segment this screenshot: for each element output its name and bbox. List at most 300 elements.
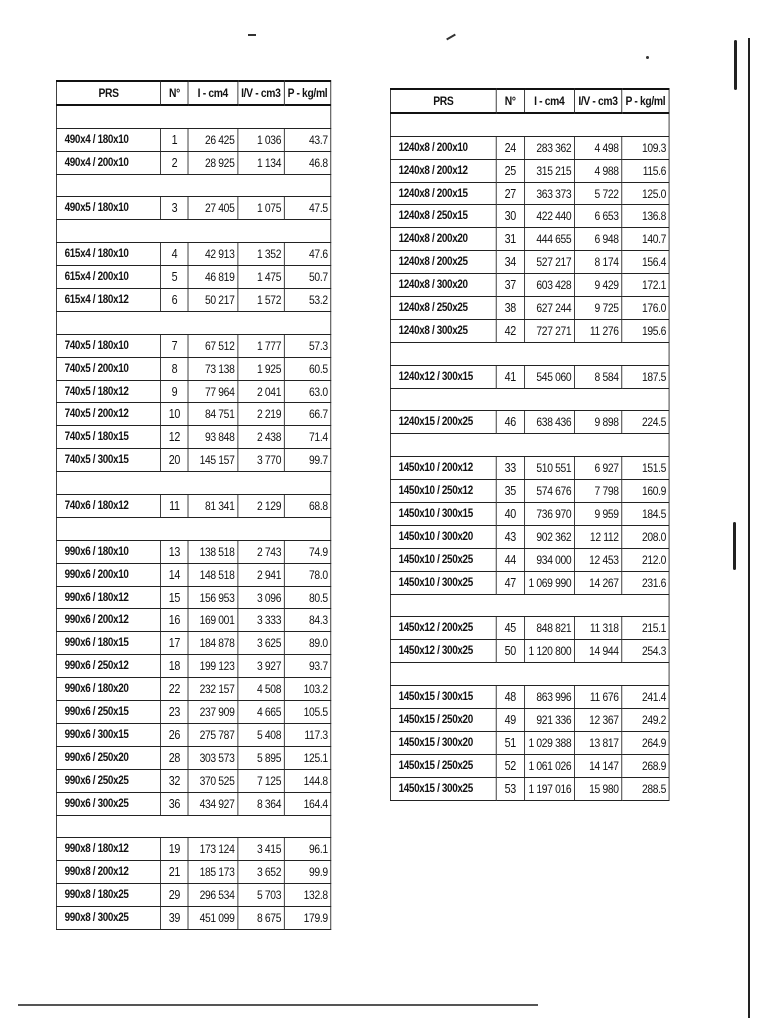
table-spacer-row — [56, 105, 330, 128]
cell-modulus: 6 653 — [574, 205, 621, 228]
cell-weight: 212.0 — [622, 548, 669, 571]
cell-number: 32 — [161, 769, 188, 792]
table-spacer-row — [56, 220, 330, 243]
cell-weight: 115.6 — [622, 159, 669, 182]
cell-inertia: 42 913 — [188, 243, 237, 266]
table-row — [56, 563, 330, 586]
cell-weight: 160.9 — [622, 480, 669, 503]
cell-number: 20 — [161, 449, 188, 472]
cell-weight: 80.5 — [284, 586, 331, 609]
cell-weight: 96.1 — [284, 838, 331, 861]
prs-table-left — [56, 80, 331, 930]
header-modulus: I/V - cm3 — [237, 81, 284, 105]
cell-modulus: 2 941 — [237, 563, 284, 586]
cell-inertia: 296 534 — [188, 884, 237, 907]
table-row — [390, 457, 669, 480]
cell-number: 50 — [496, 640, 524, 663]
cell-weight: 68.8 — [284, 495, 331, 518]
cell-prs: 990x8 / 180x25 — [56, 884, 160, 907]
spacer-cell — [390, 594, 669, 617]
table-row — [56, 655, 330, 678]
cell-weight: 47.6 — [284, 243, 331, 266]
cell-weight: 66.7 — [284, 403, 331, 426]
header-inertia: I - cm4 — [524, 89, 574, 113]
cell-inertia: 363 373 — [524, 182, 574, 205]
cell-number: 7 — [161, 334, 188, 357]
table-row — [56, 380, 330, 403]
cell-modulus: 11 318 — [574, 617, 621, 640]
cell-number: 3 — [161, 197, 188, 220]
cell-prs: 615x4 / 180x10 — [56, 243, 160, 266]
table-row — [390, 228, 669, 251]
cell-modulus: 6 927 — [574, 457, 621, 480]
cell-prs: 740x5 / 200x12 — [56, 403, 160, 426]
cell-number: 41 — [496, 365, 524, 388]
cell-prs: 740x5 / 300x15 — [56, 449, 160, 472]
cell-number: 39 — [161, 907, 188, 930]
table-spacer-row — [56, 174, 330, 197]
cell-weight: 215.1 — [622, 617, 669, 640]
cell-modulus: 14 147 — [574, 754, 621, 777]
binding-bracket — [734, 40, 737, 90]
cell-modulus: 9 959 — [574, 503, 621, 526]
cell-prs: 740x5 / 200x10 — [56, 357, 160, 380]
cell-prs: 1450x15 / 250x25 — [390, 754, 496, 777]
cell-prs: 1240x8 / 250x15 — [390, 205, 496, 228]
cell-weight: 109.3 — [622, 136, 669, 159]
cell-weight: 132.8 — [284, 884, 331, 907]
header-weight: P - kg/ml — [622, 89, 669, 113]
cell-modulus: 12 367 — [574, 709, 621, 732]
table-row — [390, 503, 669, 526]
binding-bracket — [733, 522, 736, 570]
cell-number: 24 — [496, 136, 524, 159]
cell-modulus: 1 475 — [237, 266, 284, 289]
cell-modulus: 3 625 — [237, 632, 284, 655]
cell-number: 11 — [161, 495, 188, 518]
cell-modulus: 9 429 — [574, 274, 621, 297]
cell-weight: 140.7 — [622, 228, 669, 251]
page-edge-line — [748, 38, 750, 1018]
cell-number: 44 — [496, 548, 524, 571]
scan-bottom-line — [18, 1004, 538, 1006]
header-number: N° — [496, 89, 524, 113]
cell-prs: 740x6 / 180x12 — [56, 495, 160, 518]
cell-inertia: 145 157 — [188, 449, 237, 472]
cell-weight: 99.9 — [284, 861, 331, 884]
cell-prs: 1240x8 / 300x25 — [390, 319, 496, 342]
cell-prs: 1240x8 / 200x20 — [390, 228, 496, 251]
cell-modulus: 3 333 — [237, 609, 284, 632]
cell-number: 45 — [496, 617, 524, 640]
cell-weight: 241.4 — [622, 686, 669, 709]
cell-modulus: 8 174 — [574, 251, 621, 274]
table-row — [56, 701, 330, 724]
cell-number: 47 — [496, 571, 524, 594]
cell-inertia: 444 655 — [524, 228, 574, 251]
cell-modulus: 1 134 — [237, 151, 284, 174]
spacer-cell — [56, 517, 330, 540]
cell-weight: 264.9 — [622, 731, 669, 754]
cell-weight: 125.0 — [622, 182, 669, 205]
cell-weight: 60.5 — [284, 357, 331, 380]
table-row — [56, 357, 330, 380]
cell-prs: 1240x8 / 200x12 — [390, 159, 496, 182]
cell-prs: 990x6 / 200x10 — [56, 563, 160, 586]
cell-prs: 1240x8 / 250x25 — [390, 297, 496, 320]
cell-prs: 740x5 / 180x10 — [56, 334, 160, 357]
cell-weight: 144.8 — [284, 769, 331, 792]
cell-inertia: 1 120 800 — [524, 640, 574, 663]
table-spacer-row — [390, 594, 669, 617]
spacer-cell — [390, 388, 669, 411]
cell-weight: 99.7 — [284, 449, 331, 472]
cell-weight: 89.0 — [284, 632, 331, 655]
cell-inertia: 727 271 — [524, 319, 574, 342]
table-row — [390, 411, 669, 434]
cell-prs: 1450x10 / 300x15 — [390, 503, 496, 526]
cell-weight: 117.3 — [284, 723, 331, 746]
cell-number: 4 — [161, 243, 188, 266]
cell-modulus: 1 925 — [237, 357, 284, 380]
cell-modulus: 12 453 — [574, 548, 621, 571]
cell-modulus: 8 584 — [574, 365, 621, 388]
cell-modulus: 1 352 — [237, 243, 284, 266]
cell-number: 26 — [161, 723, 188, 746]
table-row — [390, 182, 669, 205]
table-row — [56, 449, 330, 472]
cell-inertia: 81 341 — [188, 495, 237, 518]
header-modulus: I/V - cm3 — [574, 89, 621, 113]
table-row — [390, 686, 669, 709]
cell-inertia: 1 029 388 — [524, 731, 574, 754]
cell-prs: 990x6 / 180x10 — [56, 540, 160, 563]
table-row — [390, 777, 669, 800]
cell-weight: 78.0 — [284, 563, 331, 586]
cell-inertia: 184 878 — [188, 632, 237, 655]
cell-weight: 136.8 — [622, 205, 669, 228]
cell-inertia: 603 428 — [524, 274, 574, 297]
table-row — [56, 334, 330, 357]
table-row — [390, 480, 669, 503]
cell-number: 13 — [161, 540, 188, 563]
cell-inertia: 148 518 — [188, 563, 237, 586]
cell-modulus: 2 129 — [237, 495, 284, 518]
cell-modulus: 3 652 — [237, 861, 284, 884]
cell-prs: 1450x12 / 200x25 — [390, 617, 496, 640]
cell-inertia: 1 061 026 — [524, 754, 574, 777]
cell-weight: 151.5 — [622, 457, 669, 480]
cell-number: 19 — [161, 838, 188, 861]
cell-prs: 1240x15 / 200x25 — [390, 411, 496, 434]
cell-inertia: 315 215 — [524, 159, 574, 182]
cell-inertia: 574 676 — [524, 480, 574, 503]
cell-modulus: 5 408 — [237, 723, 284, 746]
cell-prs: 1240x8 / 200x25 — [390, 251, 496, 274]
cell-number: 37 — [496, 274, 524, 297]
spacer-cell — [56, 174, 330, 197]
cell-prs: 1450x10 / 250x12 — [390, 480, 496, 503]
cell-inertia: 510 551 — [524, 457, 574, 480]
cell-modulus: 14 267 — [574, 571, 621, 594]
spacer-cell — [56, 472, 330, 495]
scan-speck — [248, 34, 256, 36]
cell-modulus: 7 798 — [574, 480, 621, 503]
table-row — [56, 586, 330, 609]
cell-inertia: 156 953 — [188, 586, 237, 609]
spacer-cell — [56, 220, 330, 243]
cell-prs: 1240x8 / 200x15 — [390, 182, 496, 205]
cell-prs: 990x6 / 250x12 — [56, 655, 160, 678]
cell-prs: 1450x15 / 250x20 — [390, 709, 496, 732]
cell-number: 35 — [496, 480, 524, 503]
cell-inertia: 237 909 — [188, 701, 237, 724]
table-row — [390, 319, 669, 342]
cell-number: 52 — [496, 754, 524, 777]
cell-modulus: 2 041 — [237, 380, 284, 403]
cell-inertia: 434 927 — [188, 792, 237, 815]
cell-inertia: 199 123 — [188, 655, 237, 678]
cell-inertia: 232 157 — [188, 678, 237, 701]
cell-modulus: 7 125 — [237, 769, 284, 792]
cell-weight: 184.5 — [622, 503, 669, 526]
cell-modulus: 1 572 — [237, 289, 284, 312]
cell-prs: 990x8 / 300x25 — [56, 907, 160, 930]
cell-weight: 47.5 — [284, 197, 331, 220]
table-row — [56, 746, 330, 769]
cell-inertia: 28 925 — [188, 151, 237, 174]
cell-modulus: 9 725 — [574, 297, 621, 320]
cell-inertia: 863 996 — [524, 686, 574, 709]
cell-prs: 615x4 / 200x10 — [56, 266, 160, 289]
cell-prs: 990x6 / 250x25 — [56, 769, 160, 792]
table-row — [56, 403, 330, 426]
cell-number: 17 — [161, 632, 188, 655]
spacer-cell — [390, 113, 669, 136]
table-row — [56, 609, 330, 632]
table-row — [56, 907, 330, 930]
cell-modulus: 4 498 — [574, 136, 621, 159]
cell-weight: 103.2 — [284, 678, 331, 701]
cell-number: 30 — [496, 205, 524, 228]
cell-prs: 990x6 / 200x12 — [56, 609, 160, 632]
cell-number: 40 — [496, 503, 524, 526]
cell-number: 15 — [161, 586, 188, 609]
cell-inertia: 46 819 — [188, 266, 237, 289]
cell-number: 27 — [496, 182, 524, 205]
cell-weight: 195.6 — [622, 319, 669, 342]
cell-inertia: 451 099 — [188, 907, 237, 930]
cell-weight: 43.7 — [284, 128, 331, 151]
table-row — [56, 884, 330, 907]
table-row — [390, 251, 669, 274]
table-spacer-row — [56, 472, 330, 495]
header-weight: P - kg/ml — [284, 81, 331, 105]
cell-number: 43 — [496, 525, 524, 548]
cell-number: 29 — [161, 884, 188, 907]
cell-number: 31 — [496, 228, 524, 251]
table-row — [56, 678, 330, 701]
cell-modulus: 8 675 — [237, 907, 284, 930]
cell-inertia: 303 573 — [188, 746, 237, 769]
spacer-cell — [390, 434, 669, 457]
cell-weight: 63.0 — [284, 380, 331, 403]
cell-number: 10 — [161, 403, 188, 426]
cell-prs: 1240x12 / 300x15 — [390, 365, 496, 388]
cell-weight: 125.1 — [284, 746, 331, 769]
cell-number: 49 — [496, 709, 524, 732]
cell-modulus: 2 438 — [237, 426, 284, 449]
cell-prs: 990x6 / 300x15 — [56, 723, 160, 746]
cell-inertia: 370 525 — [188, 769, 237, 792]
cell-number: 5 — [161, 266, 188, 289]
cell-prs: 490x5 / 180x10 — [56, 197, 160, 220]
cell-number: 8 — [161, 357, 188, 380]
cell-inertia: 1 069 990 — [524, 571, 574, 594]
table-row — [390, 571, 669, 594]
table-row — [56, 792, 330, 815]
cell-weight: 187.5 — [622, 365, 669, 388]
cell-inertia: 736 970 — [524, 503, 574, 526]
table-spacer-row — [390, 342, 669, 365]
cell-modulus: 5 722 — [574, 182, 621, 205]
table-spacer-row — [390, 113, 669, 136]
table-row — [390, 731, 669, 754]
cell-number: 1 — [161, 128, 188, 151]
table-row — [390, 365, 669, 388]
table-spacer-row — [390, 663, 669, 686]
cell-prs: 990x6 / 180x12 — [56, 586, 160, 609]
cell-modulus: 4 988 — [574, 159, 621, 182]
cell-prs: 1450x10 / 300x20 — [390, 525, 496, 548]
table-row — [56, 632, 330, 655]
cell-inertia: 848 821 — [524, 617, 574, 640]
cell-number: 22 — [161, 678, 188, 701]
cell-weight: 57.3 — [284, 334, 331, 357]
cell-weight: 84.3 — [284, 609, 331, 632]
cell-inertia: 185 173 — [188, 861, 237, 884]
cell-prs: 990x8 / 200x12 — [56, 861, 160, 884]
cell-prs: 1450x10 / 300x25 — [390, 571, 496, 594]
cell-number: 21 — [161, 861, 188, 884]
cell-weight: 231.6 — [622, 571, 669, 594]
cell-prs: 990x6 / 300x25 — [56, 792, 160, 815]
cell-number: 33 — [496, 457, 524, 480]
cell-inertia: 93 848 — [188, 426, 237, 449]
cell-modulus: 3 096 — [237, 586, 284, 609]
table-row — [390, 274, 669, 297]
table-row — [56, 723, 330, 746]
cell-inertia: 26 425 — [188, 128, 237, 151]
cell-prs: 1450x10 / 200x12 — [390, 457, 496, 480]
cell-inertia: 84 751 — [188, 403, 237, 426]
cell-number: 9 — [161, 380, 188, 403]
cell-prs: 990x6 / 250x20 — [56, 746, 160, 769]
cell-number: 16 — [161, 609, 188, 632]
cell-weight: 50.7 — [284, 266, 331, 289]
table-header-row — [56, 81, 330, 105]
cell-inertia: 77 964 — [188, 380, 237, 403]
cell-prs: 1450x12 / 300x25 — [390, 640, 496, 663]
table-row — [56, 243, 330, 266]
header-number: N° — [161, 81, 188, 105]
table-row — [56, 540, 330, 563]
table-header-row — [390, 89, 669, 113]
scan-speck — [446, 34, 456, 41]
cell-inertia: 527 217 — [524, 251, 574, 274]
cell-inertia: 50 217 — [188, 289, 237, 312]
scan-speck — [646, 56, 649, 59]
cell-weight: 254.3 — [622, 640, 669, 663]
cell-number: 36 — [161, 792, 188, 815]
cell-modulus: 1 777 — [237, 334, 284, 357]
cell-number: 14 — [161, 563, 188, 586]
cell-modulus: 1 075 — [237, 197, 284, 220]
cell-inertia: 627 244 — [524, 297, 574, 320]
cell-weight: 105.5 — [284, 701, 331, 724]
table-row — [56, 838, 330, 861]
cell-modulus: 12 112 — [574, 525, 621, 548]
spacer-cell — [56, 105, 330, 128]
table-row — [56, 861, 330, 884]
cell-modulus: 8 364 — [237, 792, 284, 815]
table-row — [390, 754, 669, 777]
table-row — [390, 136, 669, 159]
table-row — [56, 266, 330, 289]
table-spacer-row — [56, 815, 330, 838]
cell-weight: 93.7 — [284, 655, 331, 678]
table-row — [390, 205, 669, 228]
table-row — [390, 548, 669, 571]
cell-modulus: 4 508 — [237, 678, 284, 701]
cell-weight: 249.2 — [622, 709, 669, 732]
table-row — [56, 289, 330, 312]
table-row — [56, 426, 330, 449]
cell-modulus: 2 219 — [237, 403, 284, 426]
cell-weight: 74.9 — [284, 540, 331, 563]
table-row — [390, 709, 669, 732]
table-row — [56, 495, 330, 518]
cell-prs: 990x6 / 250x15 — [56, 701, 160, 724]
cell-modulus: 11 676 — [574, 686, 621, 709]
cell-inertia: 73 138 — [188, 357, 237, 380]
cell-inertia: 934 000 — [524, 548, 574, 571]
cell-number: 34 — [496, 251, 524, 274]
cell-modulus: 9 898 — [574, 411, 621, 434]
spacer-cell — [56, 815, 330, 838]
cell-weight: 179.9 — [284, 907, 331, 930]
table-row — [390, 617, 669, 640]
cell-inertia: 283 362 — [524, 136, 574, 159]
cell-number: 51 — [496, 731, 524, 754]
cell-prs: 490x4 / 180x10 — [56, 128, 160, 151]
cell-prs: 1450x15 / 300x15 — [390, 686, 496, 709]
cell-number: 6 — [161, 289, 188, 312]
table-row — [56, 769, 330, 792]
cell-modulus: 2 743 — [237, 540, 284, 563]
cell-prs: 990x6 / 180x15 — [56, 632, 160, 655]
cell-weight: 288.5 — [622, 777, 669, 800]
cell-number: 2 — [161, 151, 188, 174]
cell-prs: 1450x10 / 250x25 — [390, 548, 496, 571]
cell-modulus: 15 980 — [574, 777, 621, 800]
table-row — [56, 197, 330, 220]
cell-modulus: 3 770 — [237, 449, 284, 472]
cell-number: 38 — [496, 297, 524, 320]
cell-weight: 176.0 — [622, 297, 669, 320]
cell-inertia: 921 336 — [524, 709, 574, 732]
header-prs: PRS — [390, 89, 496, 113]
